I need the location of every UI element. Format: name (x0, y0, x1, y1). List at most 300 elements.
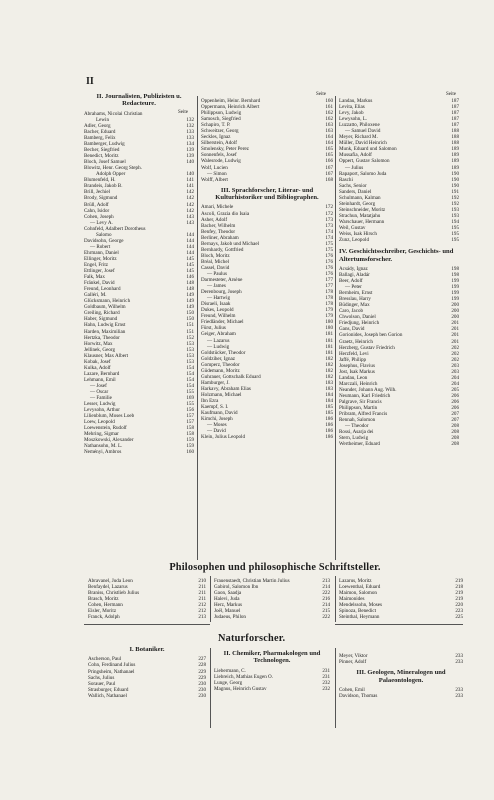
entry-name: Fürst, Julius (201, 325, 226, 332)
entry-name: Pribram, Alfred Francis (339, 411, 388, 418)
index-list-philosophers-2 (214, 578, 330, 620)
entry-page: 212 (198, 608, 206, 615)
entry-page: 146 (186, 274, 194, 281)
entry-name: Lehmann, Emil (84, 376, 116, 383)
index-entry (339, 659, 463, 665)
entry-page: 203 (451, 368, 459, 375)
entry-page: 193 (451, 212, 459, 219)
entry-page: 153 (186, 352, 194, 359)
entry-name: Luzzatto, Philoxene (339, 122, 380, 129)
entry-name: Harden, Maximilian (84, 328, 126, 335)
entry-name: Lesser, Ludwig (84, 401, 116, 408)
entry-page: 186 (325, 434, 333, 441)
index-list-geologists (339, 687, 463, 699)
section-title-philosophers: Philosophen und philosophische Schriftsteller. (169, 562, 381, 573)
section-title-journalists: II. Journalisten, Publizisten u. Redacteure. (96, 93, 182, 108)
entry-name: — Levy A. (90, 219, 113, 226)
entry-page: 153 (186, 358, 194, 365)
entry-page: 195 (451, 231, 459, 238)
entry-name: Dukes, Leopold (201, 307, 234, 314)
entry-name: Asher, Adolf (201, 216, 228, 223)
entry-page: 195 (451, 237, 459, 244)
entry-name: Judaeus, Philon (214, 614, 246, 621)
entry-name: Bloch, Josef Samuel (84, 159, 126, 166)
entry-page: 172 (325, 204, 333, 211)
index-list-journalists (84, 111, 194, 456)
entry-page: 227 (198, 656, 206, 663)
entry-page: 150 (186, 316, 194, 323)
entry-page: 193 (451, 206, 459, 213)
entry-page: 189 (451, 152, 459, 159)
entry-name: Loewenstein, Rudolf (84, 425, 127, 432)
index-list-botanists (88, 656, 206, 698)
entry-page: 230 (198, 680, 206, 687)
entry-page: 212 (198, 602, 206, 609)
entry-page: 141 (186, 183, 194, 190)
entry-page: 144 (186, 231, 194, 238)
entry-page: 154 (186, 376, 194, 383)
entry-name: Acsády, Ignaz (339, 265, 368, 272)
entry-page: 190 (451, 176, 459, 183)
entry-page: 132 (186, 122, 194, 129)
entry-name: Neumann, Karl Friedrich (339, 392, 391, 399)
entry-page: 220 (455, 602, 463, 609)
column-chemists (214, 648, 330, 692)
entry-name: Cohnfeld, Adalbert Dorotheus (84, 225, 146, 232)
entry-page: 187 (451, 98, 459, 104)
entry-page: 155 (186, 388, 194, 395)
entry-page: 158 (186, 431, 194, 438)
entry-page: 172 (325, 210, 333, 217)
entry-name: Holzmann, Michael (201, 391, 242, 398)
entry-name: Seckles, Ignaz (201, 134, 231, 141)
entry-page: 189 (451, 146, 459, 153)
entry-name: Kulka, Adolf (84, 364, 111, 371)
entry-page: 233 (455, 653, 463, 659)
entry-page: 233 (455, 692, 463, 699)
entry-page: 215 (322, 608, 330, 615)
entry-name: Brandeis, Jakob B. (84, 183, 123, 190)
entry-page: 198 (451, 271, 459, 278)
entry-page: 139 (186, 153, 194, 160)
column-geologists (339, 653, 463, 699)
entry-name: Ballagi, Aladár (339, 271, 370, 278)
entry-page: 223 (455, 608, 463, 615)
entry-page: 166 (325, 158, 333, 165)
entry-page: 205 (451, 386, 459, 393)
entry-page: 180 (325, 325, 333, 332)
entry-name: Freund, Wilhelm (201, 313, 236, 320)
entry-name: Levysohn, Arthur (84, 407, 120, 414)
entry-name: Sorauer, Paul (88, 680, 116, 687)
entry-name: Palgrave, Sir Francis (339, 398, 382, 405)
entry-name: Freund, Leonhard (84, 286, 121, 293)
column-journalists (84, 91, 194, 455)
entry-page: 189 (451, 158, 459, 165)
entry-name: — Oscar (90, 388, 109, 395)
entry-page: 142 (186, 207, 194, 214)
entry-page: 174 (325, 234, 333, 241)
entry-name: Harkavy, Abraham Elias (201, 385, 251, 392)
entry-name: Mendelssohn, Moses (339, 602, 383, 609)
entry-name: Oppenheim, Heinr. Bernhard (201, 98, 261, 104)
entry-name: Zunz, Leopold (339, 237, 369, 244)
entry-page: 206 (451, 392, 459, 399)
entry-name: Müller, David Heinrich (339, 140, 387, 147)
entry-page: 176 (325, 264, 333, 271)
entry-page: 148 (186, 280, 194, 287)
entry-name: Ascherson, Paul (88, 656, 122, 663)
entry-name: Darmesteter, Arsène (201, 277, 243, 284)
entry-page: 144 (186, 249, 194, 256)
index-entry (201, 177, 333, 183)
entry-page: 187 (451, 110, 459, 117)
entry-page: 185 (325, 404, 333, 411)
entry-page: 201 (451, 320, 459, 327)
entry-page: 149 (186, 292, 194, 299)
entry-page: 149 (186, 304, 194, 311)
entry-name: Steinthal, Heymann (339, 614, 380, 621)
entry-name: — David (207, 428, 226, 435)
entry-name: Klausner, Max Albert (84, 352, 129, 359)
index-entry (88, 614, 206, 620)
entry-page: 201 (451, 326, 459, 333)
entry-name: Mehring, Sigmar (84, 431, 119, 438)
entry-name: Kobak, Josef (84, 358, 111, 365)
entry-name: Brasch, Moritz (88, 596, 119, 603)
entry-page: 160 (186, 449, 194, 456)
entry-page: 142 (186, 201, 194, 208)
entry-page: 232 (322, 679, 330, 686)
entry-page: 233 (455, 686, 463, 693)
entry-name: Lazare, Bernhard (84, 370, 120, 377)
index-entry (88, 693, 206, 699)
entry-page: 194 (451, 218, 459, 225)
entry-name: Cassel, David (201, 264, 230, 271)
column-philosophers-2 (214, 578, 330, 620)
entry-page: 211 (198, 590, 206, 597)
entry-name: Lazarus, Moritz (339, 578, 372, 584)
entry-name: Ibn Ezra (201, 397, 219, 404)
entry-name: Joël, Manuel (214, 608, 241, 615)
entry-name: Glücksmann, Heinrich (84, 298, 131, 305)
entry-page: 200 (451, 302, 459, 309)
entry-page: 177 (325, 283, 333, 290)
entry-name: Eisler, Moritz (88, 608, 117, 615)
entry-name: Friedländer, Michael (201, 319, 244, 326)
entry-name: — Robert (90, 243, 111, 250)
entry-name: Philippson, Martin (339, 405, 378, 412)
entry-page: 187 (451, 116, 459, 123)
entry-page: 175 (325, 246, 333, 253)
entry-page: 191 (451, 188, 459, 195)
entry-name: Weil, Gustav (339, 224, 366, 231)
entry-page: 153 (186, 340, 194, 347)
entry-name: Schapiro, T. P. (201, 122, 231, 129)
entry-name: Bernays, Jakob und Michael (201, 240, 259, 247)
entry-name: Fränkel, David (84, 280, 115, 287)
entry-name: Strachun, Matatjahu (339, 212, 381, 219)
entry-name: Wolff, Albert (201, 176, 228, 183)
entry-name: Herzberg, Gustav Friedrich (339, 344, 395, 351)
entry-name: Abravanel, Juda Leon (88, 578, 133, 584)
entry-name: — Julius (345, 164, 364, 171)
entry-name: Oppert, Gustav Salomon (339, 158, 390, 165)
entry-page: 199 (451, 290, 459, 297)
section-title-historians: IV. Geschichtsschreiber, Geschichts- und Altertumsforscher. (339, 248, 454, 263)
section-title-chemists: II. Chemiker, Pharmakologen und Technologen. (223, 650, 321, 665)
entry-name: Silberstein, Adolf (201, 140, 237, 147)
entry-page: 189 (451, 164, 459, 171)
entry-name: Becher, Siegfried (84, 147, 120, 154)
entry-name: Geiger, Abraham (201, 331, 236, 338)
entry-page: 151 (186, 328, 194, 335)
entry-name: Cohen, Joseph (84, 213, 114, 220)
rule (84, 624, 210, 625)
entry-name: Bresslau, Harry (339, 296, 371, 303)
index-list-journalists-cont (201, 98, 333, 183)
entry-page: 222 (322, 590, 330, 597)
entry-name: Ellinger, Moritz (84, 255, 117, 262)
entry-name: Strasburger, Eduard (88, 686, 129, 693)
entry-name: Halevi, Juda (214, 596, 240, 603)
entry-page: 148 (186, 286, 194, 293)
entry-name: — Peter (345, 284, 362, 291)
entry-page: 150 (186, 310, 194, 317)
entry-name: Sanders, Daniel (339, 188, 372, 195)
entry-page: 182 (325, 373, 333, 380)
entry-page: 184 (325, 397, 333, 404)
entry-page: 206 (451, 405, 459, 412)
entry-name: Marczali, Heinrich (339, 380, 378, 387)
entry-name: Steinhardt, Georg (339, 200, 376, 207)
entry-page: 181 (325, 337, 333, 344)
entry-page: 133 (186, 128, 194, 135)
entry-page: 164 (325, 140, 333, 147)
entry-page: 133 (186, 135, 194, 141)
entry-page: 145 (186, 255, 194, 262)
entry-name: — Josef (90, 382, 107, 389)
entry-page: 188 (451, 134, 459, 141)
entry-page: 219 (455, 596, 463, 603)
entry-name: Bloch, Moritz (201, 252, 230, 259)
entry-page: 177 (325, 277, 333, 284)
entry-page: 216 (322, 596, 330, 603)
entry-page: 190 (451, 170, 459, 177)
index-entry (84, 449, 194, 455)
entry-page: 161 (325, 104, 333, 111)
entry-page: 140 (186, 171, 194, 178)
entry-name: Gomperz, Theodor (201, 361, 240, 368)
entry-name: Cohn, Ferdinand Julius (88, 662, 136, 669)
entry-name: Derenbourg, Joseph (201, 289, 242, 296)
entry-page: 232 (322, 685, 330, 692)
entry-page: 184 (325, 391, 333, 398)
entry-name: Frauenstaedt, Christian Martin Julius (214, 578, 290, 584)
entry-name: Steinschneider, Moritz (339, 206, 386, 213)
entry-name: Adler, Georg (84, 122, 111, 129)
entry-page: 155 (186, 401, 194, 408)
entry-page: 188 (451, 128, 459, 135)
entry-name: Ascoli, Grazia dio Isaia (201, 210, 250, 217)
entry-name: Landau, Leon (339, 374, 368, 381)
entry-page: 154 (186, 382, 194, 389)
entry-name: Stern, Ludwig (339, 435, 369, 442)
entry-name: Bernheim, Ernst (339, 290, 373, 297)
entry-name: Horwitz, Max (84, 340, 113, 347)
entry-page: 230 (198, 692, 206, 699)
entry-page: 218 (455, 584, 463, 591)
entry-page: 160 (325, 98, 333, 104)
entry-page: 165 (325, 152, 333, 159)
entry-page: 158 (186, 425, 194, 432)
entry-page: 144 (186, 237, 194, 244)
entry-page: 214 (322, 602, 330, 609)
entry-name: Gabirol, Salomon Ibn (214, 584, 259, 591)
entry-page: 192 (451, 194, 459, 201)
entry-name: Lewysohn, L. (339, 116, 368, 123)
entry-name: Davidsohn, George (84, 237, 124, 244)
entry-page: 145 (186, 261, 194, 268)
index-list-linguists-cont (339, 98, 459, 243)
entry-page: 206 (451, 398, 459, 405)
entry-name: Brody, Sigmund (84, 195, 118, 202)
column-divider (197, 96, 198, 560)
entry-name: Bamberger, Ludwig (84, 141, 125, 148)
entry-name: Blowitz, Henr. Georg Steph. (84, 165, 142, 172)
entry-name: Falk, Max (84, 274, 105, 281)
entry-page: 162 (325, 110, 333, 117)
entry-name: Greiling, Richard (84, 310, 120, 317)
column-botanists (88, 644, 206, 699)
entry-page: 139 (186, 147, 194, 154)
entry-name: Schulmann, Kalman (339, 194, 381, 201)
entry-page: 230 (198, 686, 206, 693)
entry-name: Liebreich, Mathias Eugen O. (214, 673, 273, 680)
entry-name: Loewenthal, Eduard (339, 584, 381, 591)
entry-name: Cohen, Hermann (88, 602, 123, 609)
entry-name: Goldstücker, Theodor (201, 349, 246, 356)
entry-page: 159 (186, 437, 194, 444)
entry-name: Ettlinger, Josef (84, 268, 115, 275)
entry-name: Rennah, Salomon (339, 417, 376, 424)
entry-page: 157 (186, 413, 194, 420)
column-divider (335, 648, 336, 728)
entry-name: Neményi, Ambros (84, 449, 122, 456)
entry-name: Franck, Adolph (88, 614, 120, 621)
entry-page: 213 (322, 578, 330, 584)
column-divider (335, 96, 336, 560)
entry-name: Pinner, Adolf (339, 659, 367, 666)
entry-name: Moszkowski, Alexander (84, 437, 134, 444)
entry-page: 179 (325, 307, 333, 314)
entry-name: Disraeli, Isaak (201, 301, 231, 308)
entry-page: 192 (451, 200, 459, 207)
column-philosophers-3 (339, 578, 463, 620)
entry-name: Bacher, Eduard (84, 128, 116, 135)
entry-name: Bréal, Michel (201, 258, 230, 265)
entry-page: 200 (451, 308, 459, 315)
entry-name: Brüll, Adolf (84, 201, 109, 208)
entry-name: Friedjung, Heinrich (339, 320, 380, 327)
entry-name: Adolph Opper (96, 171, 126, 178)
entry-page: 154 (186, 370, 194, 377)
entry-page: 186 (325, 416, 333, 423)
entry-page: 154 (186, 364, 194, 371)
entry-page: 162 (325, 116, 333, 123)
entry-name: Bamberg, Felix (84, 135, 116, 141)
entry-name: Rossi, Asarja dei (339, 429, 374, 436)
entry-name: — Lazarus (207, 337, 230, 344)
entry-name: Bacher, Wilhelm (201, 222, 236, 229)
entry-page: 149 (186, 298, 194, 305)
entry-name: Walesrode, Ludwig (201, 158, 241, 165)
entry-name: Berliner, Abraham (201, 234, 239, 241)
entry-name: — James (207, 283, 226, 290)
entry-page: 163 (325, 128, 333, 135)
column-linguists (201, 98, 333, 440)
section-title-geologists: III. Geologen, Mineralogen und Palaeontologen. (356, 669, 446, 684)
column-philosophers-1 (88, 578, 206, 620)
entry-page: 202 (451, 356, 459, 363)
entry-name: — Simon (207, 170, 227, 177)
entry-page: 176 (325, 258, 333, 265)
entry-page: 225 (455, 614, 463, 621)
entry-name: Meyer, Viktor (339, 653, 368, 659)
entry-page: 178 (325, 295, 333, 302)
index-list-chemists (214, 668, 330, 692)
entry-name: — Moses (207, 422, 227, 429)
entry-name: Büdinger, Max (339, 302, 370, 309)
entry-page: 181 (325, 331, 333, 338)
entry-page: 198 (451, 265, 459, 272)
entry-name: Guhrauer, Gottschalk Eduard (201, 373, 261, 380)
entry-name: — Paulus (207, 270, 227, 277)
index-list-philosophers-3 (339, 578, 463, 620)
entry-name: Oppermann, Heinrich Albert (201, 104, 260, 111)
entry-page: 156 (186, 407, 194, 414)
entry-page: 199 (451, 296, 459, 303)
entry-page: 163 (325, 122, 333, 129)
entry-name: Weiss, Isak Hirsch (339, 231, 377, 238)
entry-name: Josephus, Flavius (339, 362, 375, 369)
index-list-historians (339, 266, 459, 447)
entry-page: 199 (451, 284, 459, 291)
entry-name: Mussafia, Adolf (339, 152, 372, 159)
seite-label-2: Seite (316, 92, 326, 97)
entry-page: 211 (198, 596, 206, 603)
entry-name: Wertheimer, Eduard (339, 441, 380, 448)
entry-name: Smolensky, Peter Perez (201, 146, 249, 153)
entry-page: 142 (186, 189, 194, 196)
entry-page: 219 (455, 578, 463, 584)
column-divider (210, 648, 211, 728)
entry-page: 182 (325, 367, 333, 374)
entry-page: 143 (186, 213, 194, 220)
entry-page: 143 (186, 219, 194, 226)
column-divider (210, 576, 211, 622)
entry-page: 167 (325, 164, 333, 171)
entry-name: Benfaydel, Lazarus (88, 584, 128, 591)
entry-page: 208 (451, 429, 459, 436)
entry-page: 145 (186, 268, 194, 275)
entry-name: Sachs, Senior (339, 182, 367, 189)
entry-page: 204 (451, 374, 459, 381)
entry-name: Hamburger, J. (201, 379, 230, 386)
column-historians (339, 98, 459, 447)
entry-name: Brill, Jechiel (84, 189, 111, 196)
entry-page: 167 (325, 170, 333, 177)
